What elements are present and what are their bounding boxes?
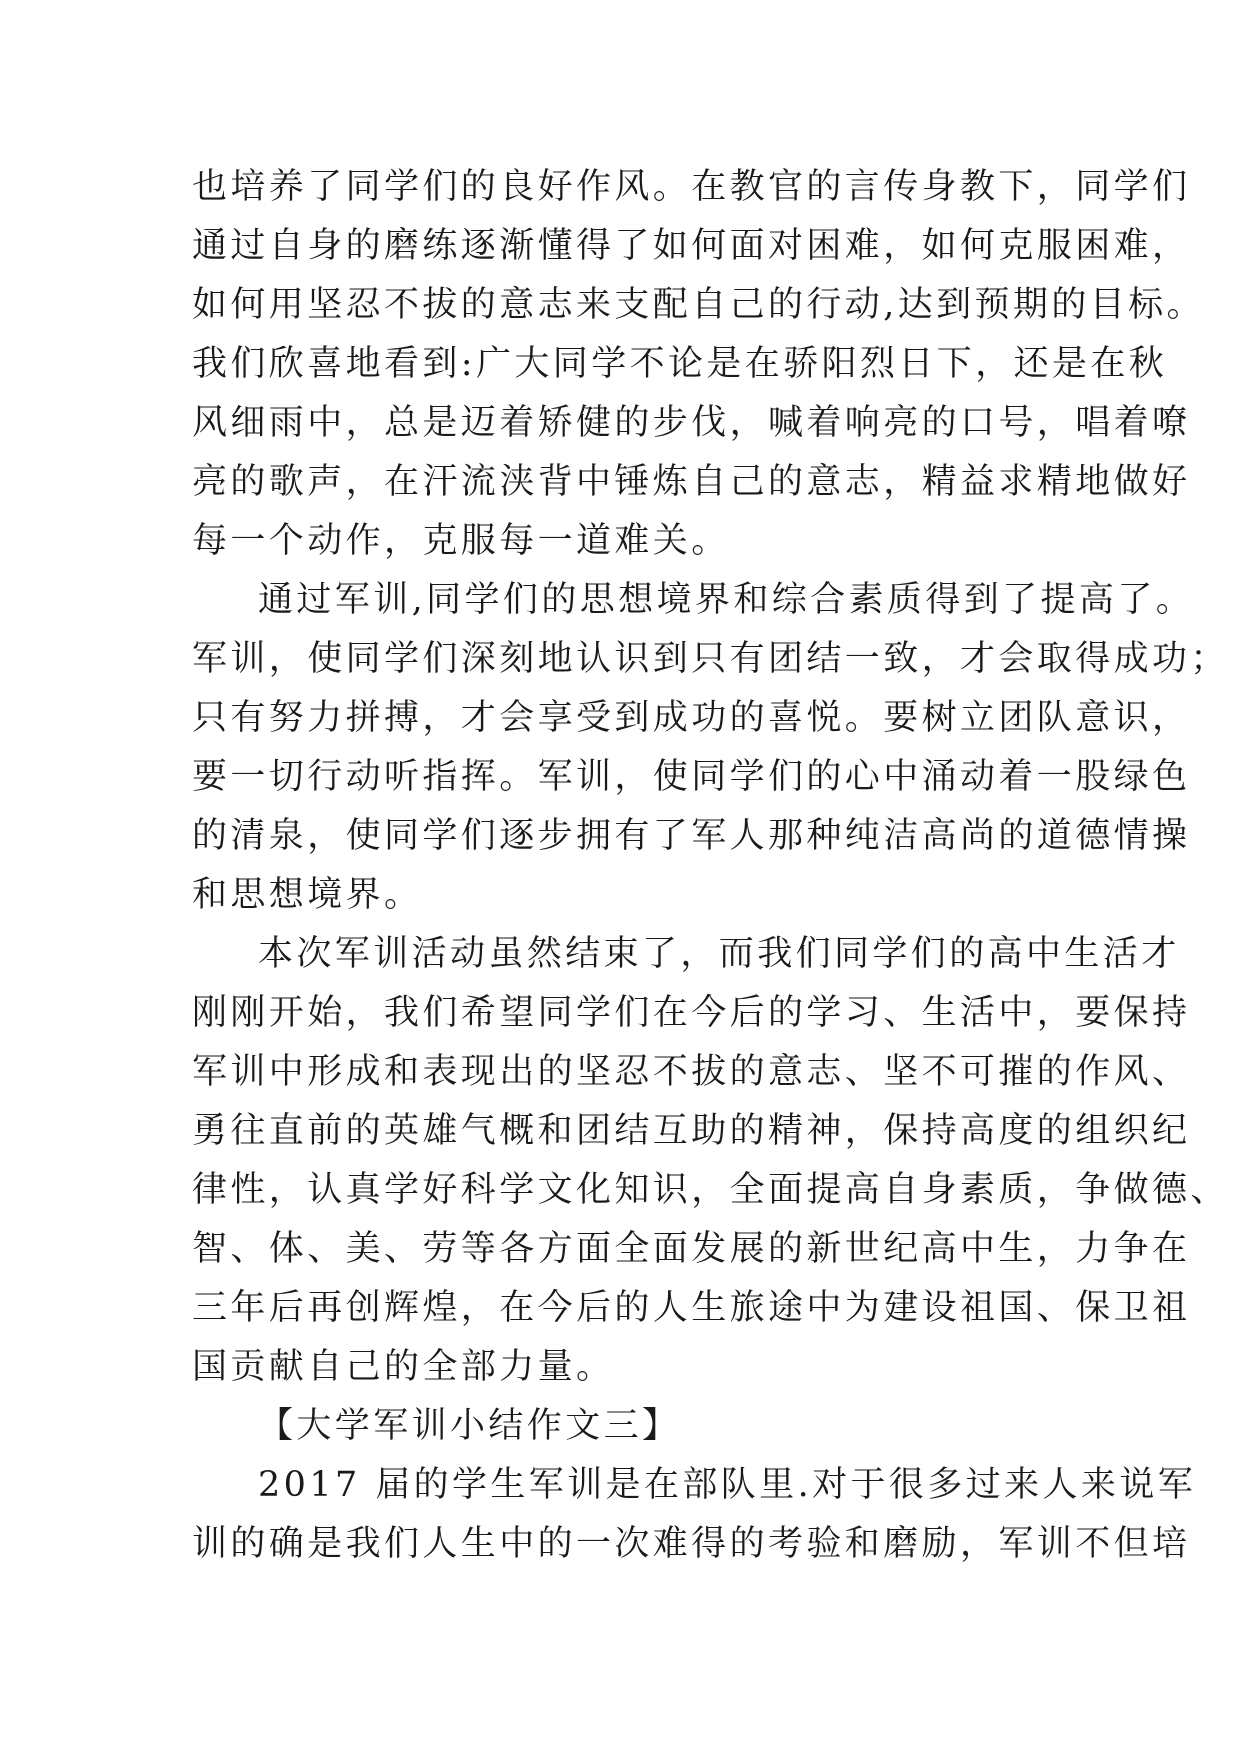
text-line: 刚刚开始，我们希望同学们在今后的学习、生活中，要保持 — [192, 993, 1191, 1033]
text-line: 只有努力拼搏，才会享受到成功的喜悦。要树立团队意识， — [192, 698, 1191, 738]
text-line: 如何用坚忍不拔的意志来支配自己的行动,达到预期的目标。 — [192, 285, 1205, 325]
paragraph-first-line: 2017 届的学生军训是在部队里.对于很多过来人来说军 — [258, 1465, 1197, 1505]
text-line: 国贡献自己的全部力量。 — [192, 1347, 615, 1387]
text-line: 三年后再创辉煌，在今后的人生旅途中为建设祖国、保卫祖 — [192, 1288, 1191, 1328]
text-line: 风细雨中，总是迈着矫健的步伐，喊着响亮的口号，唱着嘹 — [192, 403, 1191, 443]
text-line: 我们欣喜地看到:广大同学不论是在骄阳烈日下，还是在秋 — [192, 344, 1168, 384]
text-line: 的清泉，使同学们逐步拥有了军人那种纯洁高尚的道德情操 — [192, 816, 1191, 856]
paragraph-first-line: 本次军训活动虽然结束了，而我们同学们的高中生活才 — [258, 934, 1180, 974]
text-line: 律性，认真学好科学文化知识，全面提高自身素质，争做德、 — [192, 1170, 1229, 1210]
text-line: 要一切行动听指挥。军训，使同学们的心中涌动着一股绿色 — [192, 757, 1191, 797]
text-line: 通过自身的磨练逐渐懂得了如何面对困难，如何克服困难， — [192, 226, 1191, 266]
text-line: 亮的歌声，在汗流浃背中锤炼自己的意志，精益求精地做好 — [192, 462, 1191, 502]
text-line: 训的确是我们人生中的一次难得的考验和磨励，军训不但培 — [192, 1524, 1191, 1564]
paragraph-first-line: 通过军训,同学们的思想境界和综合素质得到了提高了。 — [258, 580, 1195, 620]
text-line: 军训，使同学们深刻地认识到只有团结一致，才会取得成功； — [192, 639, 1229, 679]
document-body — [192, 158, 1229, 1574]
text-line: 军训中形成和表现出的坚忍不拔的意志、坚不可摧的作风、 — [192, 1052, 1191, 1092]
text-line: 每一个动作，克服每一道难关。 — [192, 521, 730, 561]
text-line: 智、体、美、劳等各方面全面发展的新世纪高中生，力争在 — [192, 1229, 1191, 1269]
section-heading: 【大学军训小结作文三】 — [258, 1406, 681, 1446]
text-line: 勇往直前的英雄气概和团结互助的精神，保持高度的组织纪 — [192, 1111, 1191, 1151]
text-line: 和思想境界。 — [192, 875, 423, 915]
text-line: 也培养了同学们的良好作风。在教官的言传身教下，同学们 — [192, 167, 1191, 207]
